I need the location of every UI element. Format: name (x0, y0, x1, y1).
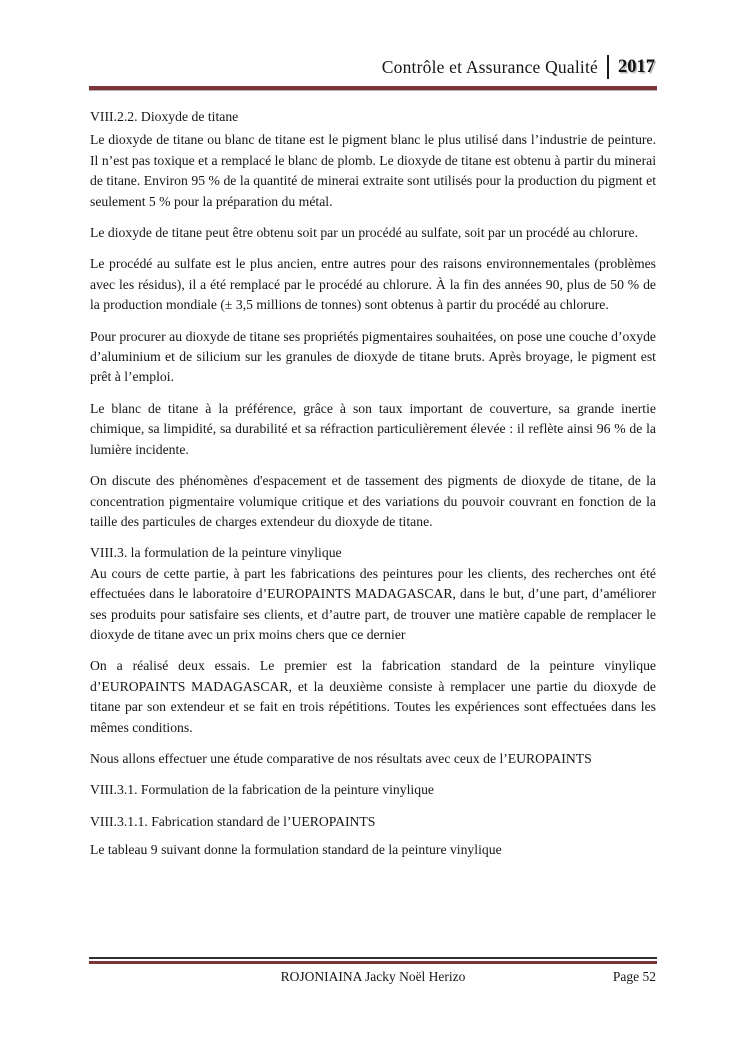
paragraph: Au cours de cette partie, à part les fabrications des peintures pour les clients, des recherches ont été effectuées dans le laboratoire d’EUROPAINTS MADAGASCAR, dans le but, d’une part, d’améliorer ses produits pour satisfaire ses clients, et d’autre part, de trouver une matière capable de remplacer le dioxyde de titane avec un prix moins chers que ce dernier (90, 565, 656, 642)
paragraph: Nous allons effectuer une étude comparative de nos résultats avec ceux de l’EUROPAINTS (90, 750, 592, 766)
footer-rule-thin (89, 957, 657, 959)
page-footer (89, 957, 657, 985)
section-heading-viii-3: VIII.3. la formulation de la peinture vinylique (90, 545, 342, 561)
header-separator-bar (607, 55, 609, 79)
paragraph: Le dioxyde de titane peut être obtenu soit par un procédé au sulfate, soit par un procédé au chlorure. (90, 225, 639, 241)
header-row (89, 55, 657, 86)
header-year: 2017 (618, 56, 655, 77)
header-rule (89, 86, 657, 90)
footer-author: ROJONIAINA Jacky Noël Herizo (280, 969, 466, 984)
paragraph: Pour procurer au dioxyde de titane ses propriétés pigmentaires souhaitées, on pose une couche d’oxyde d’aluminium et de silicium sur les granules de dioxyde de titane bruts. Après broyage, le pigment est prêt à l’emploi. (90, 328, 656, 385)
paragraph: Le blanc de titane à la préférence, grâce à son taux important de couverture, sa grande inertie chimique, sa limpidité, sa durabilité et sa réfraction particulièrement élevée : il reflète ainsi 96 % de la lumière incidente. (90, 400, 656, 457)
paragraph: On a réalisé deux essais. Le premier est la fabrication standard de la peinture vinylique d’EUROPAINTS MADAGASCAR, et la deuxième consiste à remplacer une partie du dioxyde de titane par son extendeur et se fait en trois répétitions. Toutes les expériences sont effectuées dans les mêmes conditions. (90, 658, 656, 735)
paragraph: Le tableau 9 suivant donne la formulation standard de la peinture vinylique (90, 842, 502, 858)
page-header (89, 55, 657, 90)
paragraph: On discute des phénomènes d'espacement et de tassement des pigments de dioxyde de titane, de la concentration pigmentaire volumique critique et des variations du pouvoir couvrant en fonction de la taille des particules de charges extendeur du dioxyde de titane. (90, 473, 656, 529)
footer-rule-thick (89, 961, 657, 965)
paragraph: Le procédé au sulfate est le plus ancien, entre autres pour des raisons environnementales (problèmes avec les résidus), il a été remplacé par le procédé au chlorure. À la fin des années 90, plus de 50 % de la production mondiale (± 3,5 millions de tonnes) sont obtenus à partir du procédé au chlorure. (90, 256, 656, 313)
section-heading-viii-3-1: VIII.3.1. Formulation de la fabrication de la peinture vinylique (90, 782, 434, 798)
document-body (90, 107, 656, 872)
section-heading-viii-3-1-1: VIII.3.1.1. Fabrication standard de l’UEROPAINTS (90, 813, 376, 829)
footer-row (89, 969, 657, 985)
paragraph: Le dioxyde de titane ou blanc de titane est le pigment blanc le plus utilisé dans l’industrie de peinture. Il n’est pas toxique et a remplacé le blanc de plomb. Le dioxyde de titane est obtenu à partir du minerai de titane. Environ 95 % de la quantité de minerai extraite sont utilisés pour la production du pigment et seulement 5 % pour la préparation du métal. (90, 132, 656, 209)
footer-page-number: Page 52 (612, 969, 656, 984)
header-title: Contrôle et Assurance Qualité (381, 56, 598, 77)
section-heading-viii-2-2: VIII.2.2. Dioxyde de titane (90, 109, 239, 124)
